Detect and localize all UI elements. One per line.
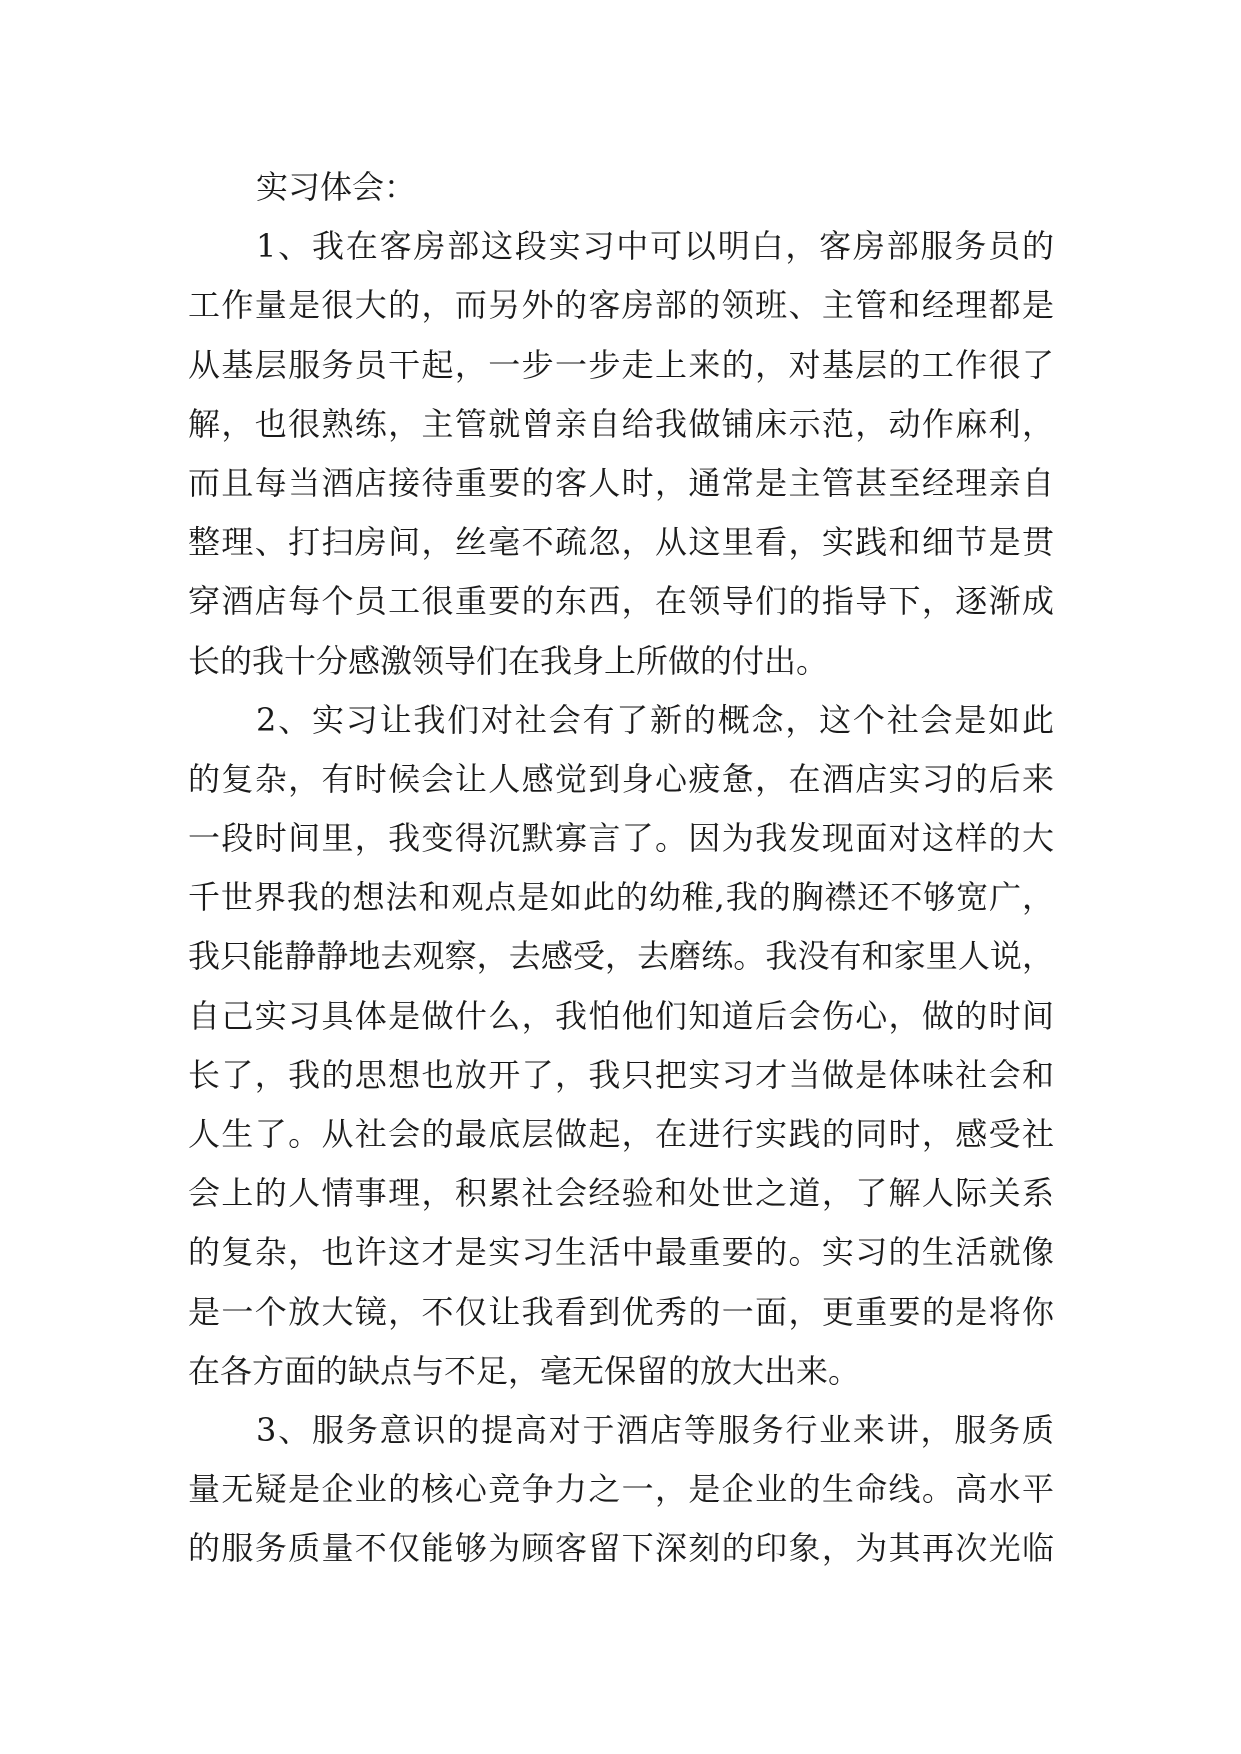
paragraph-3-line: 的服务质量不仅能够为顾客留下深刻的印象，为其再次光临 bbox=[188, 1529, 1054, 1568]
paragraph-2-line: 的复杂，也许这才是实习生活中最重要的。实习的生活就像 bbox=[188, 1233, 1054, 1272]
paragraph-1-line: 工作量是很大的，而另外的客房部的领班、主管和经理都是 bbox=[188, 286, 1054, 325]
paragraph-2-line: 会上的人情事理，积累社会经验和处世之道，了解人际关系 bbox=[188, 1174, 1054, 1213]
paragraph-2-line: 是一个放大镜，不仅让我看到优秀的一面，更重要的是将你 bbox=[188, 1292, 1054, 1331]
paragraph-1-line: 而且每当酒店接待重要的客人时，通常是主管甚至经理亲自 bbox=[188, 463, 1054, 502]
paragraph-1-line: 解，也很熟练，主管就曾亲自给我做铺床示范，动作麻利， bbox=[188, 404, 1054, 443]
paragraph-2-line: 长了，我的思想也放开了，我只把实习才当做是体味社会和 bbox=[188, 1055, 1054, 1094]
paragraph-1-line: 整理、打扫房间，丝毫不疏忽，从这里看，实践和细节是贯 bbox=[188, 523, 1054, 562]
paragraph-1-line: 穿酒店每个员工很重要的东西，在领导们的指导下，逐渐成 bbox=[188, 582, 1054, 621]
paragraph-2-line: 2、实习让我们对社会有了新的概念，这个社会是如此 bbox=[256, 700, 1054, 739]
paragraph-2-line: 我只能静静地去观察，去感受，去磨练。我没有和家里人说， bbox=[188, 937, 1054, 976]
paragraph-3-line: 量无疑是企业的核心竞争力之一，是企业的生命线。高水平 bbox=[188, 1470, 1054, 1509]
paragraph-2-line: 在各方面的缺点与不足，毫无保留的放大出来。 bbox=[188, 1351, 861, 1390]
paragraph-1-line: 从基层服务员干起，一步一步走上来的，对基层的工作很了 bbox=[188, 345, 1054, 384]
paragraph-2-line: 的复杂，有时候会让人感觉到身心疲惫，在酒店实习的后来 bbox=[188, 759, 1054, 798]
paragraph-2-line: 自己实习具体是做什么，我怕他们知道后会伤心，做的时间 bbox=[188, 996, 1054, 1035]
paragraph-2-line: 千世界我的想法和观点是如此的幼稚,我的胸襟还不够宽广， bbox=[188, 878, 1054, 917]
paragraph-2-line: 一段时间里，我变得沉默寡言了。因为我发现面对这样的大 bbox=[188, 819, 1054, 858]
paragraph-3-line: 3、服务意识的提高对于酒店等服务行业来讲，服务质 bbox=[256, 1410, 1054, 1449]
paragraph-2-line: 人生了。从社会的最底层做起，在进行实践的同时，感受社 bbox=[188, 1115, 1054, 1153]
paragraph-1-line: 长的我十分感激领导们在我身上所做的付出。 bbox=[188, 641, 829, 680]
paragraph-1-line: 1、我在客房部这段实习中可以明白，客房部服务员的 bbox=[256, 227, 1054, 266]
section-heading: 实习体会： bbox=[256, 168, 417, 206]
document-body bbox=[188, 158, 1054, 1579]
